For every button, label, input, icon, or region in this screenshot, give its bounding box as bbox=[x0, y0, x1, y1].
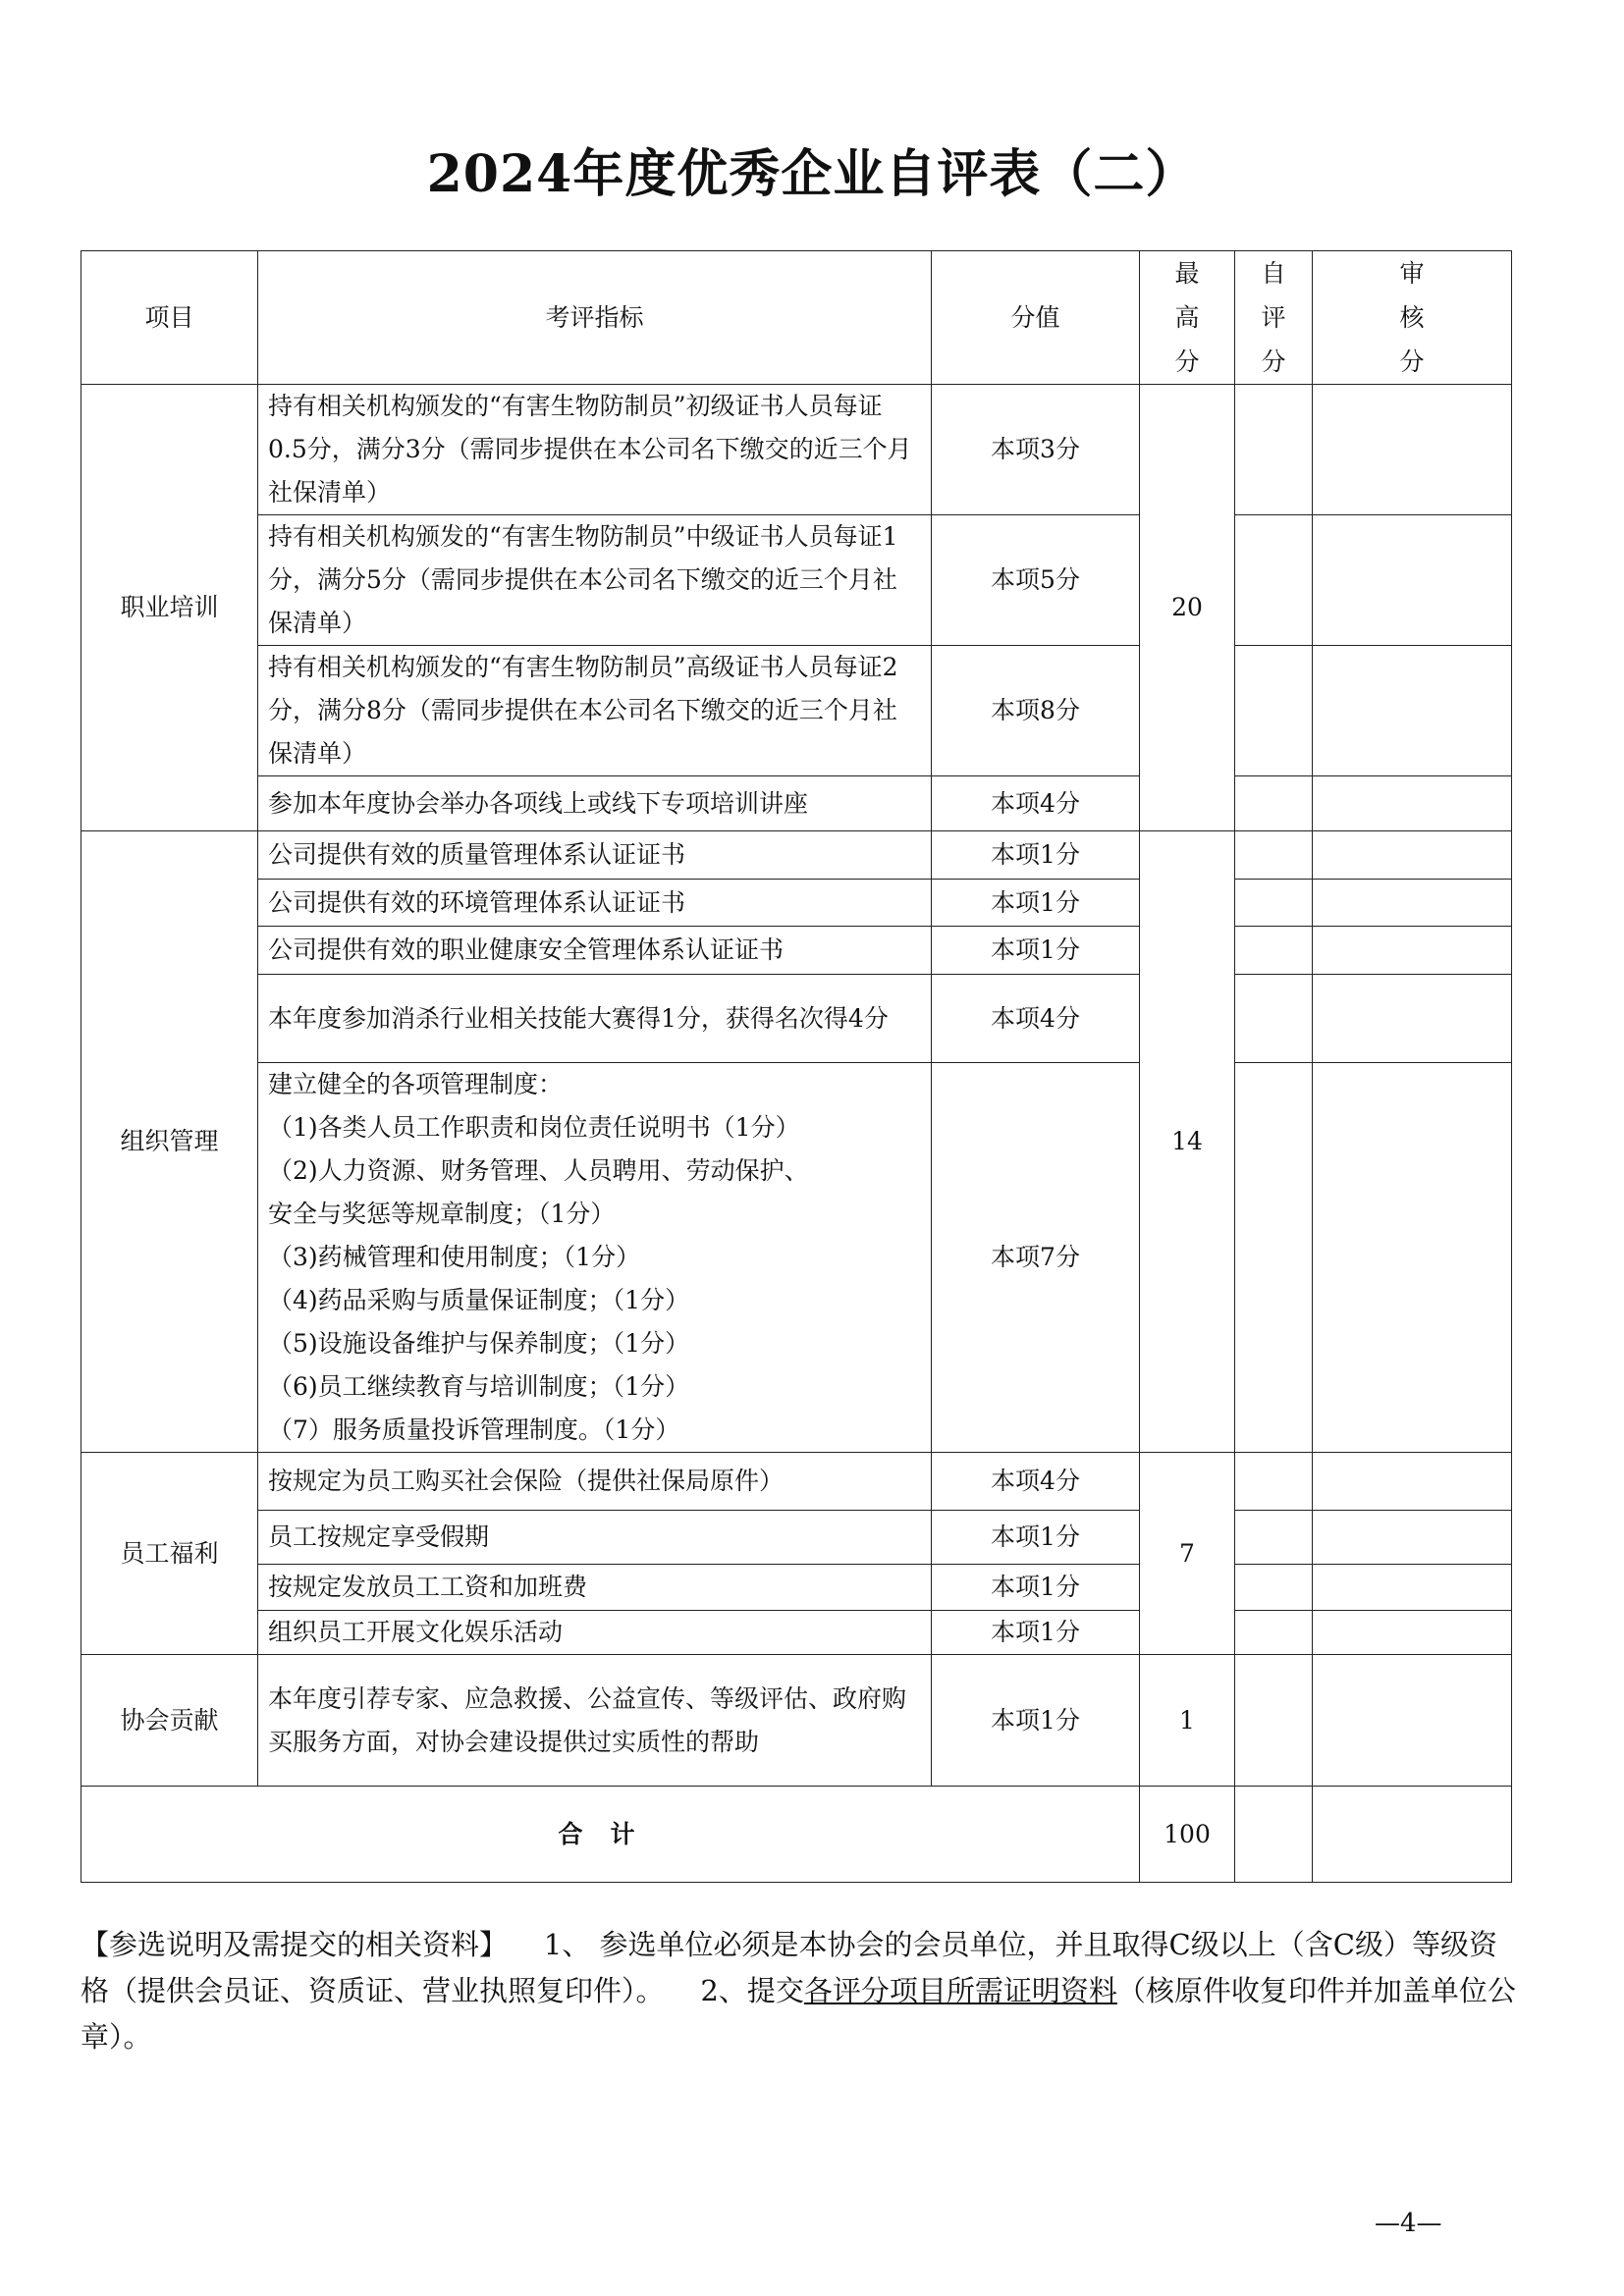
notes-item-1: 1、 参选单位必须是本协会的会员单位，并且取得C级以上（含C级）等级资格（提供会员证、资质证、营业执照复印件）。 bbox=[81, 1928, 1497, 2007]
indicator-cell: 组织员工开展文化娱乐活动 bbox=[258, 1611, 932, 1655]
header-score: 分值 bbox=[932, 251, 1140, 385]
table-row bbox=[81, 831, 1512, 880]
self-score-cell[interactable] bbox=[1235, 1565, 1313, 1611]
page-number: —4— bbox=[1375, 2209, 1442, 2238]
review-score-cell[interactable] bbox=[1313, 776, 1512, 831]
score-cell: 本项4分 bbox=[932, 776, 1140, 831]
self-score-cell[interactable] bbox=[1235, 975, 1313, 1063]
header-row bbox=[81, 251, 1512, 385]
max-score-cell: 7 bbox=[1140, 1453, 1235, 1655]
score-cell: 本项1分 bbox=[932, 831, 1140, 880]
score-cell: 本项1分 bbox=[932, 927, 1140, 975]
review-score-cell[interactable] bbox=[1313, 1063, 1512, 1453]
self-score-cell[interactable] bbox=[1235, 1511, 1313, 1565]
indicator-cell: 员工按规定享受假期 bbox=[258, 1511, 932, 1565]
review-score-cell[interactable] bbox=[1313, 831, 1512, 880]
score-cell: 本项1分 bbox=[932, 1611, 1140, 1655]
table-row bbox=[81, 927, 1512, 975]
max-score-cell: 14 bbox=[1140, 831, 1235, 1453]
table-row bbox=[81, 975, 1512, 1063]
header-max: 最 高 分 bbox=[1140, 251, 1235, 385]
total-row bbox=[81, 1787, 1512, 1883]
indicator-cell: 按规定发放员工工资和加班费 bbox=[258, 1565, 932, 1611]
self-score-cell[interactable] bbox=[1235, 927, 1313, 975]
notes-label: 【参选说明及需提交的相关资料】 bbox=[81, 1928, 509, 1961]
table-row bbox=[81, 776, 1512, 831]
review-score-cell[interactable] bbox=[1313, 1565, 1512, 1611]
indicator-cell: 按规定为员工购买社会保险（提供社保局原件） bbox=[258, 1453, 932, 1511]
notes-item-2-prefix: 2、提交 bbox=[700, 1974, 804, 2007]
indicator-cell: 持有相关机构颁发的“有害生物防制员”高级证书人员每证2分，满分8分（需同步提供在本公司名下缴交的近三个月社保清单） bbox=[258, 646, 932, 776]
total-label: 合计 bbox=[81, 1787, 1140, 1883]
indicator-cell: 公司提供有效的质量管理体系认证证书 bbox=[258, 831, 932, 880]
self-score-cell[interactable] bbox=[1235, 1655, 1313, 1787]
review-score-cell[interactable] bbox=[1313, 515, 1512, 646]
review-score-cell[interactable] bbox=[1313, 975, 1512, 1063]
indicator-cell-management-systems: 建立健全的各项管理制度： （1)各类人员工作职责和岗位责任说明书（1分） （2)人力资源、财务管理、人员聘用、劳动保护、 安全与奖惩等规章制度；（1分） （3)药械管理和使用制度；（1分） （4)药品采购与质量保证制度；（1分） （5)设施设备维护与保养制度；（1分） （6)员工继续教育与培训制度；（1分） （7）服务质量投诉管理制度。（1分） bbox=[258, 1063, 932, 1453]
indicator-cell: 持有相关机构颁发的“有害生物防制员”中级证书人员每证1分，满分5分（需同步提供在本公司名下缴交的近三个月社保清单） bbox=[258, 515, 932, 646]
review-score-cell[interactable] bbox=[1313, 927, 1512, 975]
submission-notes bbox=[81, 1922, 1524, 2060]
table-row bbox=[81, 1565, 1512, 1611]
header-item: 项目 bbox=[81, 251, 258, 385]
section-name: 协会贡献 bbox=[81, 1655, 258, 1787]
notes-item-2-suffix: （核原件收复印件并加盖单位公章）。 bbox=[81, 1974, 1516, 2054]
header-self: 自 评 分 bbox=[1235, 251, 1313, 385]
section-name: 员工福利 bbox=[81, 1453, 258, 1655]
table-row bbox=[81, 1063, 1512, 1453]
indicator-cell: 公司提供有效的环境管理体系认证证书 bbox=[258, 880, 932, 927]
score-cell: 本项8分 bbox=[932, 646, 1140, 776]
section-name: 职业培训 bbox=[81, 385, 258, 831]
table-row bbox=[81, 1611, 1512, 1655]
table-row bbox=[81, 1655, 1512, 1787]
review-score-cell[interactable] bbox=[1313, 1655, 1512, 1787]
self-score-cell[interactable] bbox=[1235, 385, 1313, 515]
self-score-cell[interactable] bbox=[1235, 646, 1313, 776]
total-review-score-cell[interactable] bbox=[1313, 1787, 1512, 1883]
table-row bbox=[81, 515, 1512, 646]
indicator-cell: 持有相关机构颁发的“有害生物防制员”初级证书人员每证0.5分，满分3分（需同步提供在本公司名下缴交的近三个月社保清单） bbox=[258, 385, 932, 515]
table-row bbox=[81, 1453, 1512, 1511]
self-score-cell[interactable] bbox=[1235, 1063, 1313, 1453]
review-score-cell[interactable] bbox=[1313, 646, 1512, 776]
self-score-cell[interactable] bbox=[1235, 831, 1313, 880]
indicator-cell: 公司提供有效的职业健康安全管理体系认证证书 bbox=[258, 927, 932, 975]
header-indicator: 考评指标 bbox=[258, 251, 932, 385]
self-score-cell[interactable] bbox=[1235, 1453, 1313, 1511]
table-row bbox=[81, 1511, 1512, 1565]
table-row bbox=[81, 385, 1512, 515]
self-score-cell[interactable] bbox=[1235, 515, 1313, 646]
table-row bbox=[81, 646, 1512, 776]
self-evaluation-table bbox=[81, 250, 1512, 1883]
review-score-cell[interactable] bbox=[1313, 1453, 1512, 1511]
total-self-score-cell[interactable] bbox=[1235, 1787, 1313, 1883]
indicator-cell: 本年度引荐专家、应急救援、公益宣传、等级评估、政府购买服务方面，对协会建设提供过实质性的帮助 bbox=[258, 1655, 932, 1787]
table-row bbox=[81, 880, 1512, 927]
score-cell: 本项1分 bbox=[932, 1511, 1140, 1565]
score-cell: 本项4分 bbox=[932, 975, 1140, 1063]
score-cell: 本项1分 bbox=[932, 1565, 1140, 1611]
self-score-cell[interactable] bbox=[1235, 1611, 1313, 1655]
max-score-cell: 20 bbox=[1140, 385, 1235, 831]
indicator-cell: 参加本年度协会举办各项线上或线下专项培训讲座 bbox=[258, 776, 932, 831]
self-score-cell[interactable] bbox=[1235, 880, 1313, 927]
notes-item-2-underlined: 各评分项目所需证明资料 bbox=[803, 1974, 1117, 2007]
page-title: 2024年度优秀企业自评表（二） bbox=[426, 144, 1198, 204]
review-score-cell[interactable] bbox=[1313, 385, 1512, 515]
score-cell: 本项1分 bbox=[932, 880, 1140, 927]
indicator-cell: 本年度参加消杀行业相关技能大赛得1分，获得名次得4分 bbox=[258, 975, 932, 1063]
self-score-cell[interactable] bbox=[1235, 776, 1313, 831]
score-cell: 本项4分 bbox=[932, 1453, 1140, 1511]
score-cell: 本项5分 bbox=[932, 515, 1140, 646]
review-score-cell[interactable] bbox=[1313, 880, 1512, 927]
score-cell: 本项3分 bbox=[932, 385, 1140, 515]
total-max-score: 100 bbox=[1140, 1787, 1235, 1883]
max-score-cell: 1 bbox=[1140, 1655, 1235, 1787]
review-score-cell[interactable] bbox=[1313, 1511, 1512, 1565]
score-cell: 本项7分 bbox=[932, 1063, 1140, 1453]
section-name: 组织管理 bbox=[81, 831, 258, 1453]
review-score-cell[interactable] bbox=[1313, 1611, 1512, 1655]
score-cell: 本项1分 bbox=[932, 1655, 1140, 1787]
header-review: 审 核 分 bbox=[1313, 251, 1512, 385]
